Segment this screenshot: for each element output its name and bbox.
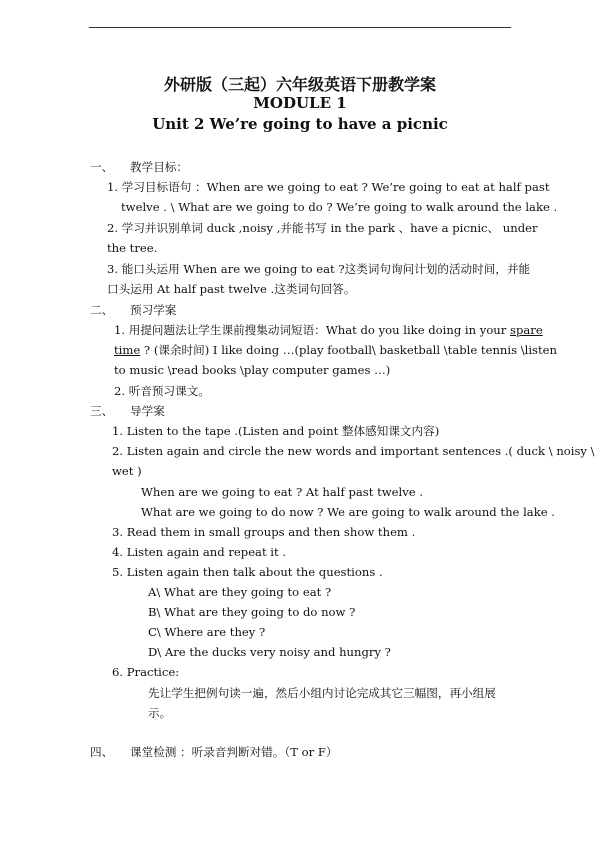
question-c: C\ Where are they ?	[148, 625, 266, 639]
step2-line1: 2. Listen again and circle the new words and important sentences .( duck \ noisy \	[112, 444, 595, 458]
example-sentence-1: When are we going to eat ? At half past twelve .	[141, 485, 424, 499]
example-sentence-2: What are we going to do now ? We are going to walk around the lake .	[141, 505, 555, 519]
step6: 6. Practice:	[112, 665, 180, 679]
section4-heading: 课堂检测 ：听录音判断对错。（T or F）	[130, 745, 338, 759]
question-d: D\ Are the ducks very noisy and hungry ?	[148, 645, 391, 659]
step5: 5. Listen again then talk about the questions .	[112, 565, 383, 579]
preview1-line1-text: 1. 用提问题法让学生课前搜集动词短语：What do you like doing in your	[114, 323, 511, 337]
step3: 3. Read them in small groups and then show them .	[112, 525, 416, 539]
step2-line2: wet )	[112, 464, 142, 478]
section2-heading: 预习学案	[130, 303, 177, 317]
document-title: 外研版（三起）六年级英语下册教学案	[163, 75, 436, 94]
question-a: A\ What are they going to eat ?	[148, 585, 332, 599]
objective1-line2: twelve . \ What are we going to do ? We’re going to walk around the lake .	[121, 200, 558, 214]
objective2-line2: the tree.	[107, 241, 158, 255]
preview1-line2-text: ? (课余时间) I like doing …(play football\ basketball \table tennis \listen	[140, 343, 557, 357]
section3-number: 三、	[90, 404, 114, 418]
section1-number: 一、	[90, 160, 114, 174]
unit-heading: Unit 2 We’re going to have a picnic	[152, 115, 448, 133]
objective1-line1: 1. 学习目标语句 ：When are we going to eat ? We’re going to eat at half past	[107, 180, 550, 194]
section3-heading: 导学案	[130, 404, 165, 418]
section1-heading: 教学目标：	[130, 160, 188, 174]
section2-number: 二、	[90, 303, 114, 317]
underlined-spare: spare	[510, 323, 543, 337]
practice-desc-line2: 示。	[148, 706, 172, 720]
objective2-line1: 2. 学习并识别单词 duck ,noisy ,并能书写 in the park 、have a picnic、 under	[107, 221, 538, 235]
preview2: 2. 听音预习课文。	[114, 384, 210, 398]
step4: 4. Listen again and repeat it .	[112, 545, 287, 559]
underlined-time: time	[114, 343, 141, 357]
preview1-line1	[114, 323, 543, 337]
practice-desc-line1: 先让学生把例句读一遍，然后小组内讨论完成其它三幅图，再小组展	[148, 686, 496, 700]
objective3-line1: 3. 能口头运用 When are we going to eat ?这类词句询问计划的活动时间，并能	[107, 262, 531, 276]
step1: 1. Listen to the tape .(Listen and point 整体感知课文内容)	[112, 424, 440, 438]
module-heading: MODULE 1	[253, 94, 347, 112]
preview1-line3: to music \read books \play computer games …)	[114, 363, 391, 377]
header-rule	[89, 27, 511, 28]
question-b: B\ What are they going to do now ?	[148, 605, 356, 619]
preview1-line2	[114, 343, 557, 357]
objective3-line2: 口头运用 At half past twelve .这类词句回答。	[107, 282, 356, 296]
section4-number: 四、	[90, 745, 114, 759]
